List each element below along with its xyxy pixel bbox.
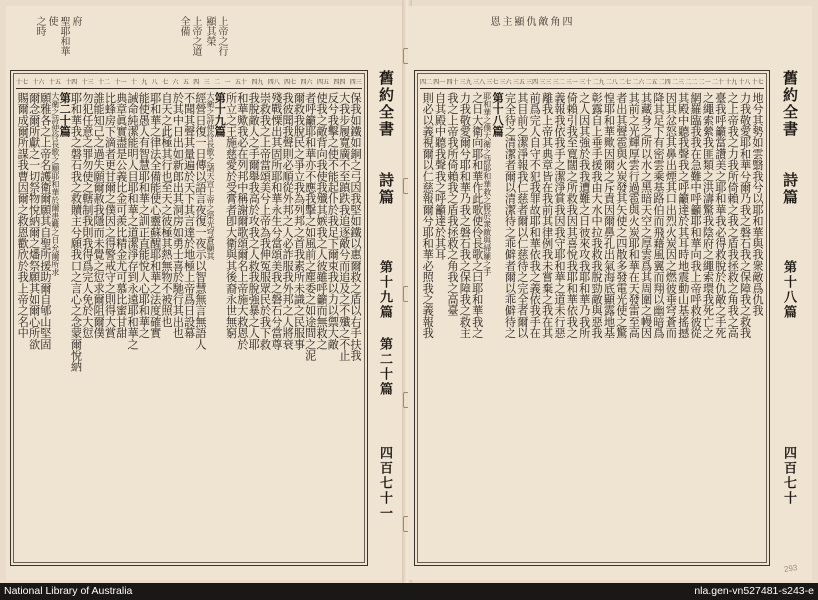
right-text-column: 耶和華之僕大衛之詩耶和華救之脫於衆敵與掃羅之手	[482, 92, 492, 276]
left-book-title: 舊約全書	[377, 70, 395, 138]
right-text-column: 彰露自上垂手援我由大水中拉我救我脫勁敵與惡我	[590, 92, 604, 339]
right-text-column: 則必以義視爾以仁慈報爾兮耶和華必照我之義報我	[421, 92, 435, 339]
right-verse-number-strip	[420, 74, 764, 89]
right-text-column: 臺我呼籲當讚美之耶和華我必得救脫於仇敵之手死	[713, 92, 727, 339]
right-text-column: 完全待之清潔者爾以清潔待之乖僻者爾以乖僻待之	[503, 92, 517, 339]
verse-number: 四五	[316, 78, 329, 86]
left-inner-margin-note-4: 全備	[178, 16, 189, 36]
left-text-column: 於其中日出如新郎出其洞房如勇士喜於馳行其出也	[171, 92, 185, 339]
left-text-column: 我彼聞我聲則必順從外邦之人必詐服我外邦之人將衰	[281, 92, 295, 350]
left-text-columns	[17, 92, 361, 560]
verse-number: 四四	[333, 78, 346, 86]
right-text-column: 降其足下有密雲乘基路伯而飛藉風翼而翔以幽暗爲	[652, 92, 665, 339]
verse-number: 三一	[565, 78, 578, 86]
right-inner-margin-note-7: 恩	[488, 16, 499, 26]
left-text-column: 所立之王施慈愛於受膏者卽大衛與其後裔永世無窮	[224, 92, 238, 339]
verse-number: 十七	[16, 78, 29, 86]
right-inner-margin-note-1: 四	[560, 16, 571, 26]
verse-number: 二四	[658, 78, 671, 86]
right-text-column: 之日大衛向耶和華作此歌使伶長歌之曰耶和華我之	[470, 92, 484, 339]
left-text-column: 爾救我脫民之爭立我為列邦之首我素所未識之民服事	[292, 92, 306, 350]
right-text-column: 義報我依我手之潔淨賞我因我守耶和華之道未行惡	[553, 92, 566, 339]
verse-number: 十四	[65, 78, 78, 86]
verse-number: 四八	[267, 78, 280, 86]
left-verse-number-strip	[16, 74, 362, 89]
left-inner-margin-note-2: 顯其榮	[204, 16, 215, 46]
verse-number: 四七	[284, 78, 297, 86]
right-inner-margin-note-3: 敵	[536, 16, 547, 26]
verse-number: 二九	[592, 78, 605, 86]
verse-number: 六	[172, 78, 179, 86]
right-book-name: 詩篇	[781, 172, 799, 206]
verse-number: 十九	[725, 78, 738, 86]
right-text-column: 因其忿怒其鼻出煙其口出烈火炭因之燃彼垂穹蒼而	[664, 92, 678, 339]
verse-number: 二三	[672, 78, 685, 86]
digital-identifier: nla.gen-vn527481-s243-e	[694, 585, 814, 597]
verse-number: 十一	[114, 78, 127, 86]
left-text-column: 第十九篇	[213, 92, 228, 137]
right-text-column: 網羅臨我我在急難中呼籲耶和華向我上帝呼救彼從	[689, 92, 703, 339]
verse-number: 二十	[711, 78, 724, 86]
verse-number: 十	[130, 78, 137, 86]
verse-number: 三四	[526, 78, 539, 86]
left-outer-margin-note-2: 聖耶和華	[58, 16, 69, 56]
left-text-column: 勿犯任意之罪勿使之轄制我則我得爲完人免於大愆	[80, 92, 94, 339]
verse-number: 三	[203, 78, 210, 86]
left-text-column: 誡命純潔能明人目耶和華之道潔淨存到永遠耶和華之	[126, 92, 140, 350]
verse-number: 三五	[512, 78, 525, 86]
left-text-column: 使我之敵背向我使我殲其嫉我之人彼雖呼籲而無救之	[315, 92, 329, 350]
left-book-name: 詩篇	[377, 172, 395, 206]
verse-number: 二五	[645, 78, 658, 86]
verse-number: 二六	[632, 78, 645, 86]
verse-number: 七	[162, 78, 169, 86]
left-inner-margin-note-1: 上帝之行	[216, 16, 227, 56]
verse-number: 十七	[751, 78, 764, 86]
right-text-column: 地兮其勢如雲翳我兮以耶和華與我衆敵爲仇我	[751, 92, 764, 316]
left-text-column: 耶和華之律法全備能使心靈蘇醒耶和華之法度確實	[148, 92, 162, 339]
right-text-column: 前爲完人自守不犯我罪故耶和華依我之義依我手在	[528, 92, 542, 339]
left-text-column: 願雅各之上帝名護衛爾願其自聖所援助爾自郇山堅固	[38, 92, 52, 350]
left-text-column: 比蜂房下滴者更甘爾之僕因之得警戒守之則得大賞	[103, 92, 117, 339]
verse-number: 四九	[251, 78, 264, 86]
right-text-column: 其前之光輝厚雲行過雹與火炭耶和華在天發雷至高	[627, 92, 641, 339]
left-text-column: 反兮我擊之使不能起仆於我足下爾束我以力以禦大敵	[326, 92, 340, 350]
verse-number: 四	[193, 78, 200, 86]
left-text-column: 典章眞實盡是公義比金可羨比精金尤可慕比蜜甘甜	[114, 92, 128, 339]
verse-number: 十五	[48, 78, 61, 86]
verse-number: 九	[141, 78, 148, 86]
right-chapter-label: 第十八篇	[781, 260, 796, 320]
verse-number: 五	[182, 78, 189, 86]
right-text-column: 之上帝我之力我所倚賴之我之盾我拯救之角我之高	[726, 92, 740, 339]
right-text-column: 自其殿中聽我聲我之呼籲達於其耳	[433, 92, 447, 260]
verse-number: 三七	[486, 78, 499, 86]
left-text-column: 保我如鐵如銅之弓因我堅如鐵以惠爾救之盾以右手扶我	[349, 92, 362, 361]
left-text-column: 自天之此極其行也至天之彼極其熱無物不被照也	[160, 92, 173, 328]
right-text-column: 力我敬愛爾兮耶和華乃我之磐石我之保障我之救主	[458, 92, 472, 339]
verse-number: 四一	[433, 78, 446, 86]
right-page-number: 四百七十	[781, 446, 796, 506]
left-text-column: 第二十篇	[58, 92, 73, 137]
right-text-column: 力我敬愛耶和華兮爾乃我之磐石我之保障我之救我	[738, 92, 752, 339]
verse-number: 二一	[698, 78, 711, 86]
left-text-column: 耶和華我之磐石我之救贖主兮願我口之言心之念蒙爾悅納	[69, 92, 83, 372]
left-chapter-label: 第十九篇 第二十篇	[377, 260, 392, 397]
left-text-column: 者呼籲耶和華亦不應我擊之如風前之塵委之如途間之泥	[303, 92, 317, 361]
verse-number: 四十	[446, 78, 459, 86]
right-inner-margin-note-2: 角	[548, 16, 559, 26]
left-text-column: 我脫敵人之手爾舉我高於攻我之人救我脫強暴之人耶	[247, 92, 261, 350]
left-text-column: 大我步履寬廣不至蹎跌我追逐敵兮而追及之不殲之不止	[337, 92, 351, 361]
verse-number: 十三	[81, 78, 94, 86]
left-inner-margin-note-3: 上帝之道	[190, 16, 201, 56]
verse-number: 四二	[420, 78, 433, 86]
left-outer-margin-note-4: 之時	[34, 16, 45, 36]
right-text-column: 其殿中聽我聲我之呼籲達於其耳時地震動山基搖撼	[676, 92, 690, 339]
verse-number: 二七	[618, 78, 631, 86]
right-inner-margin-note-5: 顯	[512, 16, 523, 26]
verse-number: 二八	[605, 78, 618, 86]
library-name: National Library of Australia	[4, 585, 133, 597]
verse-number: 一	[224, 78, 231, 86]
left-text-column: 大衛之詩使伶長歌之諸天宣上帝之榮光穹蒼顯其	[205, 92, 215, 260]
pencil-page-mark: 293	[783, 563, 798, 574]
right-text-column: 倚賴引我至寬闊之所救我因其喜悅我耶和華依我之	[565, 92, 579, 339]
library-footer-bar	[0, 583, 818, 600]
verse-number: 二	[214, 78, 221, 86]
left-text-column: 崇救我之上帝當頌美兮上帝為我伸冤服眾民於我下救	[258, 92, 272, 350]
verse-number: 二二	[685, 78, 698, 86]
left-text-column: 賜爾成爾所謀我曹因爾之救恩歡欣於我上帝之名中	[16, 92, 30, 339]
verse-number: 四三	[349, 78, 362, 86]
right-text-column: 惶耶和華歟因爾之斥責因爾鼻孔出氣海底顯露地基	[602, 92, 616, 339]
right-book-title: 舊約全書	[781, 70, 799, 138]
left-text-column: 爾念爾所獻之一切祭物悅納爾之燔祭願其如爾心所欲	[27, 92, 41, 350]
right-text-columns	[421, 92, 763, 560]
left-page	[6, 6, 405, 580]
left-text-column: 誰能知己之過失願爾赦我隱而未覺之愆求爾阻爾僕	[92, 92, 106, 339]
left-page-number: 四百七十一	[377, 446, 392, 521]
verse-number: 十六	[32, 78, 45, 86]
right-text-column: 之人因其強於我我遭難之日彼來攻我耶和華乃我所	[577, 92, 591, 339]
right-inner-margin-note-4: 仇	[524, 16, 535, 26]
verse-number: 十八	[738, 78, 751, 86]
left-text-column: 經營日復一日傳以語言夜復一夜示以智慧無言無語人	[193, 92, 207, 350]
left-outer-margin-note-3: 使	[46, 16, 57, 26]
right-text-column: 者出其聲雹與火炭發其矢使之四散多發電光使之驚	[614, 92, 628, 339]
verse-number: 三三	[539, 78, 552, 86]
verse-number: 八	[151, 78, 158, 86]
verse-number: 三十	[579, 78, 592, 86]
verse-number: 三二	[552, 78, 565, 86]
verse-number: 五十	[234, 78, 247, 86]
verse-number: 十二	[98, 78, 111, 86]
left-text-column: 殘戰慄出其固所耶和華永生兮當頌美我之磐石兮當尊	[269, 92, 283, 350]
right-text-column: 之繩索縈我匪類之洪濤驚我陰府之繩索環我死亡之	[701, 92, 715, 339]
right-text-column: 其目前之潔淨報我仁慈者爾以仁慈待之完全者爾以	[515, 92, 529, 339]
right-page	[408, 6, 812, 580]
verse-number: 四六	[300, 78, 313, 86]
left-text-column: 和華歟我必在列邦中稱謝爾歌頌爾名上帝施大救恩於	[235, 92, 249, 350]
right-text-column: 我之上帝我所倚賴我之盾我拯救之角我之高臺	[446, 92, 459, 316]
left-text-column: 大衛之詩使伶長歌之願耶和華於爾患難之日允爾所求	[50, 92, 60, 276]
right-text-column: 第十八篇	[491, 92, 506, 137]
left-text-column: 能使愚人有智慧耶和華之訓正直能悅人心耶和華之	[137, 92, 151, 339]
verse-number: 三八	[473, 78, 486, 86]
verse-number: 三六	[499, 78, 512, 86]
verse-number: 三九	[459, 78, 472, 86]
left-outer-margin-note-1: 府	[70, 16, 81, 26]
right-text-column: 離我上帝其典章皆在我前其律例我未嘗棄之我在其	[540, 92, 554, 339]
left-text-column: 不聞其聲其量遍於天下其言達於地極上帝爲日設幕	[182, 92, 196, 339]
right-inner-margin-note-6: 主	[500, 16, 511, 26]
right-text-column: 其藏身之所以水之黑暗天空之厚雲爲其周圍之幔因	[639, 92, 653, 339]
